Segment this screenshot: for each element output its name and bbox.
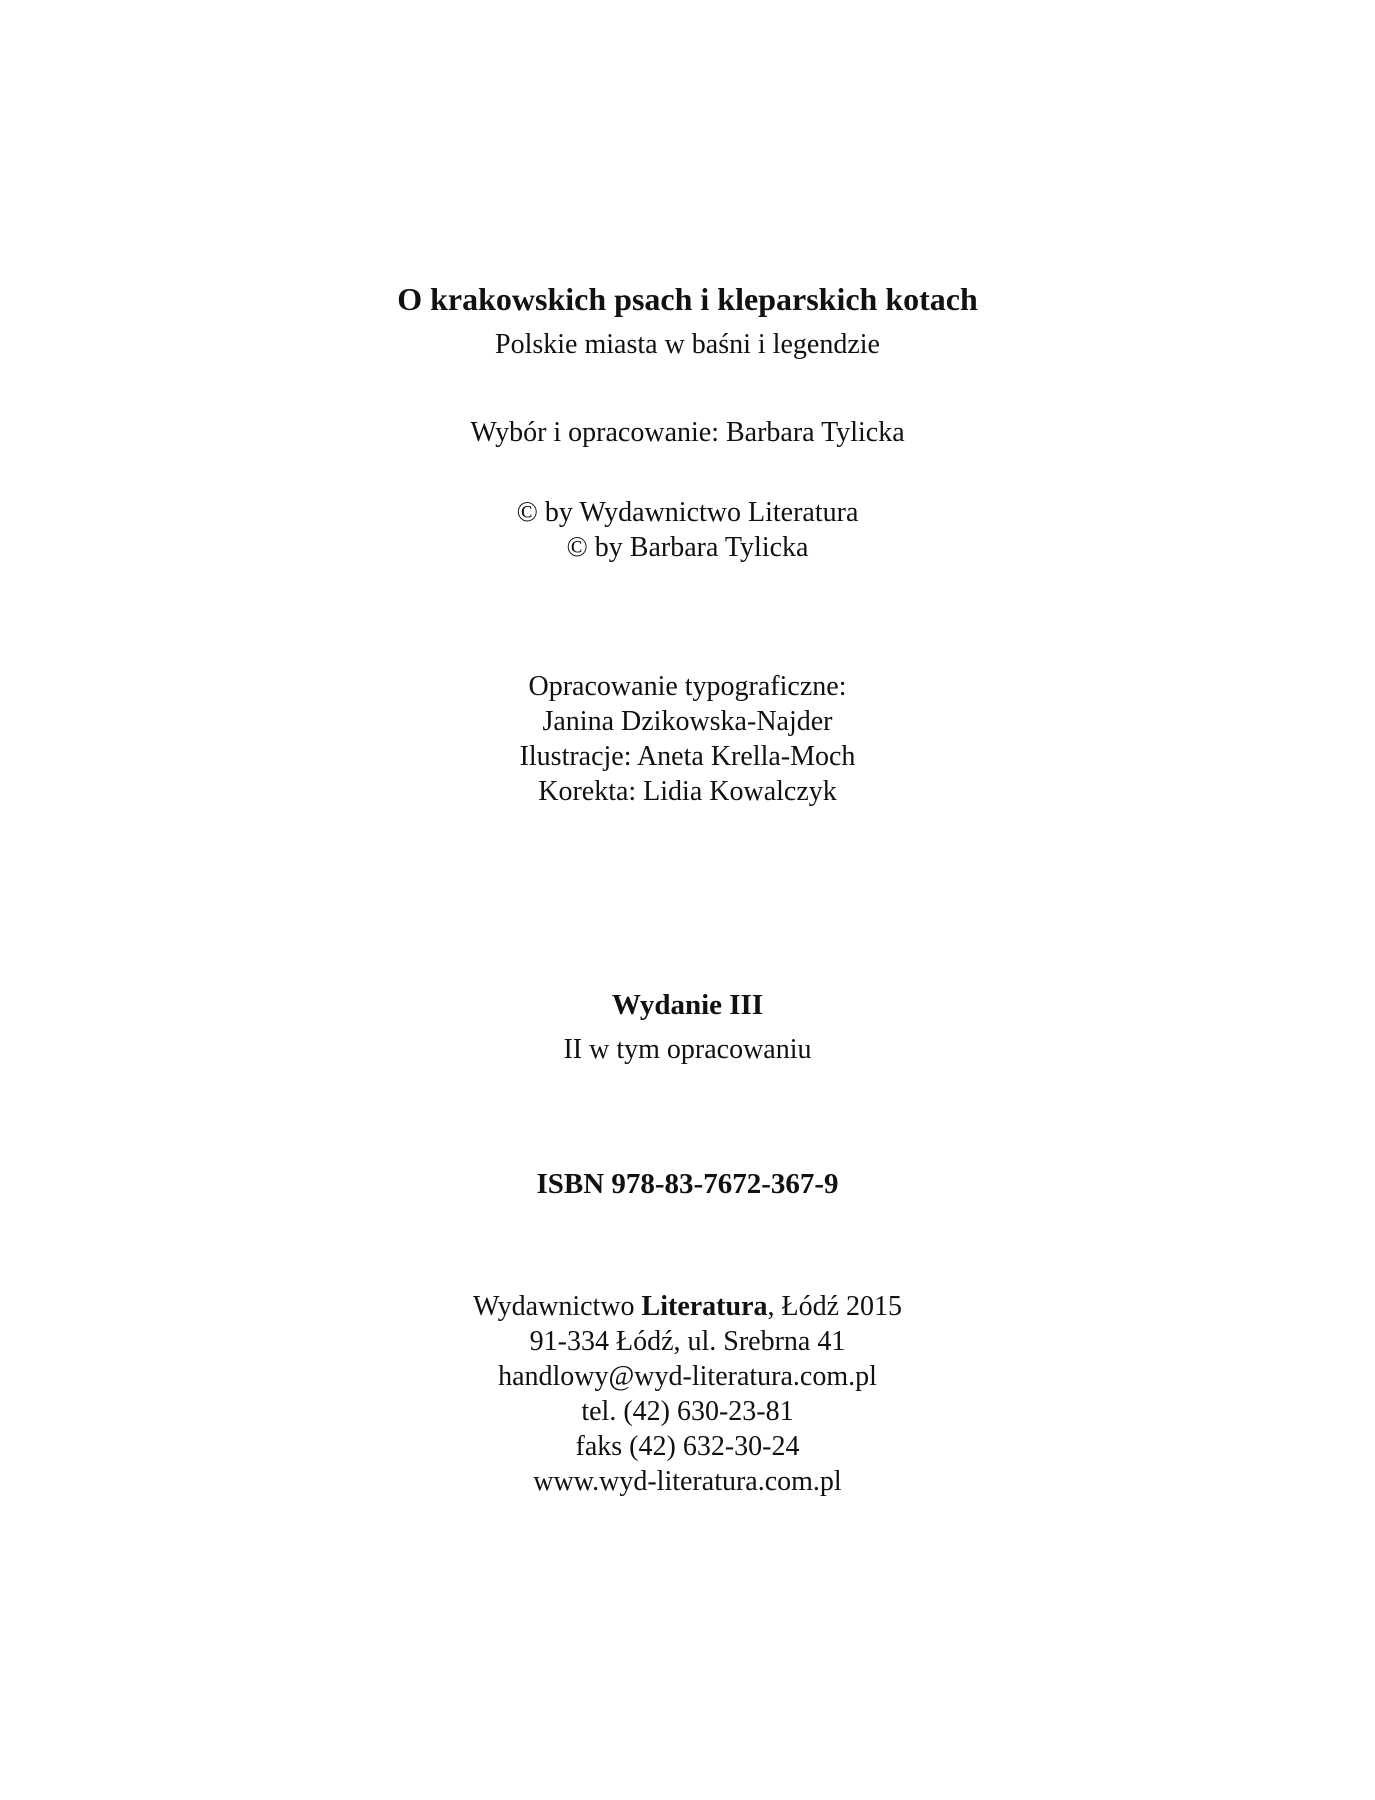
publisher-prefix: Wydawnictwo (472, 1291, 642, 1322)
credit-proofreading: Korekta: Lidia Kowalczyk (538, 776, 837, 807)
selection-credit: Wybór i opracowanie: Barbara Tylicka (470, 417, 905, 448)
publisher-fax: faks (42) 632-30-24 (575, 1431, 800, 1462)
credit-typography-label: Opracowanie typograficzne: (528, 671, 847, 702)
copyright-publisher: © by Wydawnictwo Literatura (516, 497, 859, 528)
credit-illustrations: Ilustracje: Aneta Krella-Moch (519, 741, 856, 772)
isbn: ISBN 978-83-7672-367-9 (536, 1168, 839, 1200)
edition-note: II w tym opracowaniu (563, 1034, 812, 1065)
publisher-name: Literatura (641, 1291, 768, 1322)
publisher-address: 91-334 Łódź, ul. Srebrna 41 (529, 1326, 846, 1357)
publisher-web: www.wyd-literatura.com.pl (533, 1466, 842, 1497)
publisher-email: handlowy@wyd-literatura.com.pl (498, 1361, 877, 1392)
credit-typography-name: Janina Dzikowska-Najder (542, 706, 833, 737)
publisher-tel: tel. (42) 630-23-81 (581, 1396, 794, 1427)
book-subtitle: Polskie miasta w baśni i legendzie (495, 329, 880, 360)
publisher-suffix: , Łódź 2015 (767, 1291, 903, 1322)
copyright-author: © by Barbara Tylicka (566, 532, 809, 563)
publisher-line (0, 1290, 1375, 1324)
book-title: O krakowskich psach i kleparskich kotach (397, 281, 978, 317)
edition-label: Wydanie III (611, 989, 764, 1021)
